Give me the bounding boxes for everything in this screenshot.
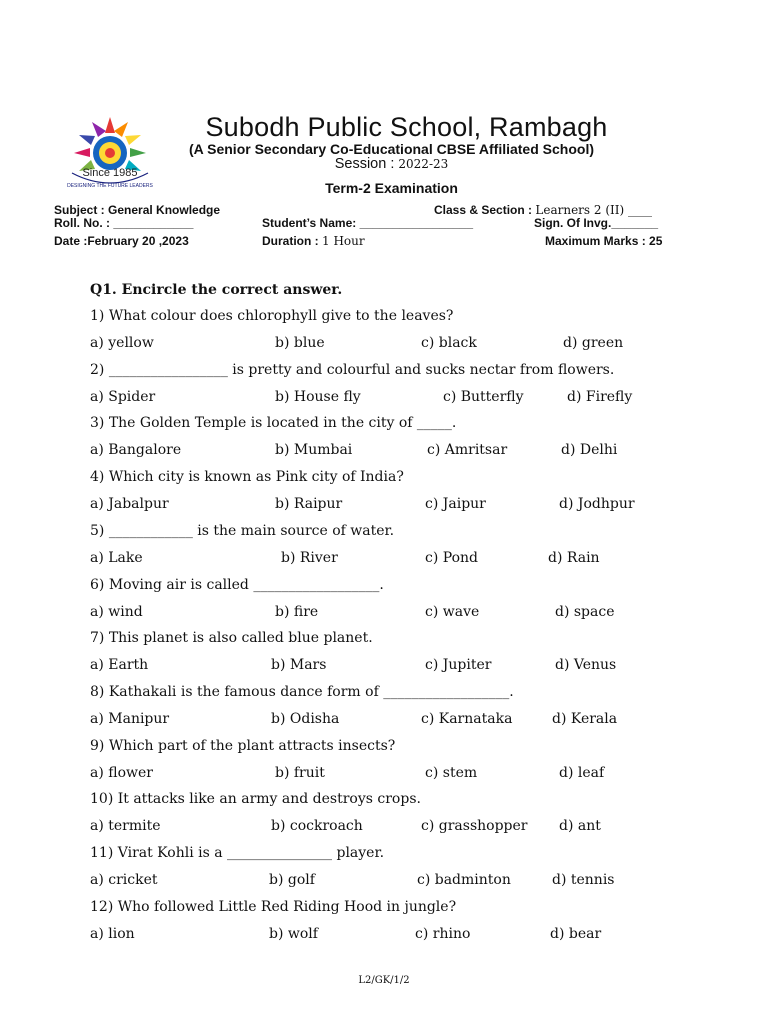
duration-value: 1 Hour [322,234,365,248]
question-10-option-d[interactable]: d) ant [559,818,601,834]
question-11-option-c[interactable]: c) badminton [417,872,511,888]
question-5-option-b[interactable]: b) River [281,550,338,566]
page-footer: L2/GK/1/2 [358,975,410,986]
class-field [434,203,652,217]
roll-number-field: Roll. No. : ____________ [54,216,194,230]
question-10-option-c[interactable]: c) grasshopper [421,818,528,834]
question-9: 9) Which part of the plant attracts insects? [90,738,396,754]
session-line [0,156,768,172]
question-8-option-c[interactable]: c) Karnataka [421,711,513,727]
question-2-option-c[interactable]: c) Butterfly [443,389,524,405]
question-2-option-a[interactable]: a) Spider [90,389,156,405]
question-12-option-d[interactable]: d) bear [550,926,602,942]
question-8-option-a[interactable]: a) Manipur [90,711,170,727]
question-6-option-b[interactable]: b) fire [275,604,319,620]
question-2-option-d[interactable]: d) Firefly [567,389,633,405]
question-2: 2) _________________ is pretty and colourful and sucks nectar from flowers. [90,362,615,378]
question-5-option-a[interactable]: a) Lake [90,550,143,566]
class-label: Class & Section : [434,203,533,217]
session-label: Session : [334,156,395,172]
question-4-option-b[interactable]: b) Raipur [275,496,343,512]
question-6-option-a[interactable]: a) wind [90,604,143,620]
logo-tagline: DESIGNING THE FUTURE LEADERS [67,183,153,189]
question-8-option-d[interactable]: d) Kerala [552,711,618,727]
question-4-option-a[interactable]: a) Jabalpur [90,496,169,512]
question-3-option-c[interactable]: c) Amritsar [427,442,508,458]
question-1: 1) What colour does chlorophyll give to the leaves? [90,308,454,324]
subject-field: Subject : General Knowledge [54,203,221,217]
section-title: Q1. Encircle the correct answer. [90,282,343,298]
question-6-option-d[interactable]: d) space [555,604,615,620]
session-value: 2022-23 [398,157,449,171]
school-name: Subodh Public School, Rambagh [205,112,608,142]
question-7: 7) This planet is also called blue planet. [90,630,373,646]
question-8-option-b[interactable]: b) Odisha [271,711,340,727]
question-10: 10) It attacks like an army and destroys crops. [90,791,421,807]
question-9-option-c[interactable]: c) stem [425,765,478,781]
logo-since-text: Since 1985 [82,167,138,179]
question-9-option-a[interactable]: a) flower [90,765,153,781]
duration-field [262,234,365,248]
question-5: 5) ____________ is the main source of water. [90,523,395,539]
class-value: Learners 2 (II) ____ [535,203,652,217]
question-10-option-a[interactable]: a) termite [90,818,161,834]
question-8: 8) Kathakali is the famous dance form of __________________. [90,684,514,700]
question-1-option-d[interactable]: d) green [563,335,624,351]
question-12-option-a[interactable]: a) lion [90,926,135,942]
date-field: Date :February 20 ,2023 [54,234,189,248]
question-5-option-d[interactable]: d) Rain [548,550,600,566]
question-4-option-d[interactable]: d) Jodhpur [559,496,635,512]
invigilator-sign-field: Sign. Of Invg._______ [534,216,659,230]
student-name-field: Student’s Name: _________________ [262,216,474,230]
question-3-option-d[interactable]: d) Delhi [561,442,618,458]
question-11-option-a[interactable]: a) cricket [90,872,158,888]
exam-title: Term-2 Examination [325,180,458,196]
question-10-option-b[interactable]: b) cockroach [271,818,363,834]
question-1-option-a[interactable]: a) yellow [90,335,154,351]
question-3-option-a[interactable]: a) Bangalore [90,442,182,458]
question-7-option-b[interactable]: b) Mars [271,657,327,673]
question-9-option-d[interactable]: d) leaf [559,765,605,781]
question-12: 12) Who followed Little Red Riding Hood in jungle? [90,899,457,915]
question-12-option-b[interactable]: b) wolf [269,926,318,942]
question-1-option-c[interactable]: c) black [421,335,477,351]
question-11-option-b[interactable]: b) golf [269,872,315,888]
question-7-option-d[interactable]: d) Venus [555,657,617,673]
question-1-option-b[interactable]: b) blue [275,335,325,351]
question-11: 11) Virat Kohli is a _______________ player. [90,845,385,861]
question-6-option-c[interactable]: c) wave [425,604,480,620]
duration-label: Duration : [262,234,319,248]
question-3: 3) The Golden Temple is located in the city of _____. [90,415,457,431]
question-4-option-c[interactable]: c) Jaipur [425,496,486,512]
question-4: 4) Which city is known as Pink city of India? [90,469,404,485]
question-5-option-c[interactable]: c) Pond [425,550,479,566]
question-2-option-b[interactable]: b) House fly [275,389,361,405]
question-12-option-c[interactable]: c) rhino [415,926,471,942]
question-6: 6) Moving air is called __________________. [90,577,384,593]
question-9-option-b[interactable]: b) fruit [275,765,325,781]
affiliation-line: (A Senior Secondary Co-Educational CBSE Affiliated School) [188,141,594,157]
question-11-option-d[interactable]: d) tennis [552,872,615,888]
question-3-option-b[interactable]: b) Mumbai [275,442,353,458]
max-marks-field: Maximum Marks : 25 [545,234,663,248]
question-7-option-c[interactable]: c) Jupiter [425,657,492,673]
question-7-option-a[interactable]: a) Earth [90,657,149,673]
